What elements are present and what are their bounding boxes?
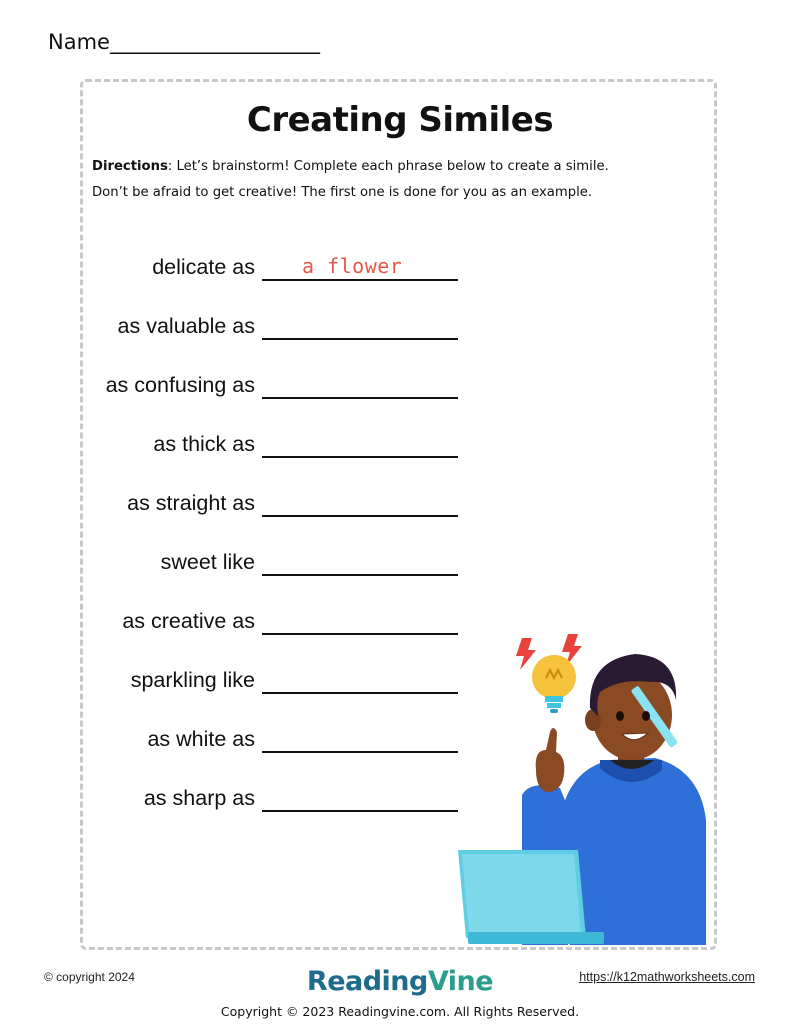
student-lightbulb-illustration-icon [450, 620, 712, 945]
simile-phrase: as thick as [153, 432, 255, 456]
simile-phrase: as sharp as [143, 786, 255, 810]
answer-blank[interactable] [262, 810, 458, 812]
logo-part-vine: Vine [427, 966, 494, 997]
website-link[interactable]: https://k12mathworksheets.com [579, 970, 755, 984]
answer-blank[interactable] [262, 456, 458, 458]
answer-blank[interactable] [262, 515, 458, 517]
worksheet-title: Creating Similes [246, 100, 554, 140]
simile-phrase: sparkling like [130, 668, 255, 692]
answer-blank[interactable] [262, 574, 458, 576]
simile-phrase: as confusing as [105, 373, 255, 397]
lightning-bolt-icon [516, 638, 536, 670]
answer-blank[interactable] [262, 279, 458, 281]
simile-phrase: delicate as [152, 255, 255, 279]
directions-text: : Let’s brainstorm! Complete each phrase below to create a simile. [167, 159, 609, 174]
answer-blank[interactable] [262, 692, 458, 694]
simile-phrase: sweet like [160, 550, 255, 574]
answer-blank[interactable] [262, 338, 458, 340]
copyright-year: © copyright 2024 [44, 970, 135, 984]
answer-blank[interactable] [262, 397, 458, 399]
simile-phrase: as valuable as [117, 314, 255, 338]
simile-phrase: as white as [147, 727, 255, 751]
directions-line-1 [92, 154, 692, 180]
example-answer: a flower [302, 254, 403, 278]
logo-part-reading: Reading [306, 966, 428, 997]
simile-phrase: as creative as [122, 609, 255, 633]
directions-label: Directions [92, 159, 168, 174]
answer-blank[interactable] [262, 751, 458, 753]
directions [92, 154, 692, 206]
name-field-label: Name____________________ [48, 30, 320, 54]
simile-phrase: as straight as [127, 491, 255, 515]
copyright-notice: Copyright © 2023 Readingvine.com. All Rights Reserved. [220, 1004, 580, 1019]
answer-blank[interactable] [262, 633, 458, 635]
directions-line-2: Don’t be afraid to get creative! The first one is done for you as an example. [92, 185, 593, 200]
